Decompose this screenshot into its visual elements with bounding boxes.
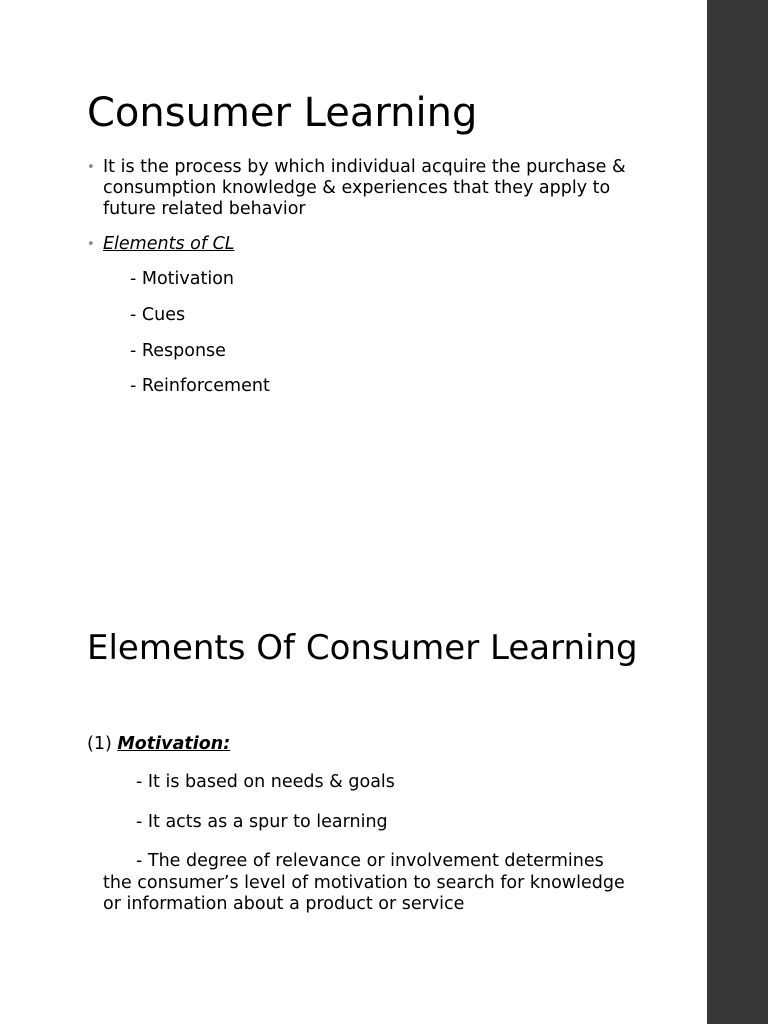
element-item-cues: - Cues: [130, 305, 186, 325]
bullet-dot-icon: •: [87, 237, 95, 252]
bullet-definition: [87, 157, 647, 220]
element-item-motivation: - Motivation: [130, 269, 235, 289]
bullet-elements-of-cl: [87, 234, 647, 255]
slide-title-elements: Elements Of Consumer Learning: [87, 628, 638, 668]
motivation-point-needs: - It is based on needs & goals: [136, 772, 395, 792]
motivation-point-spur: - It acts as a spur to learning: [136, 812, 388, 832]
bullet-text: It is the process by which individual acquire the purchase & consumption knowledge & experiences that they apply to future related behavior: [103, 157, 626, 219]
slide-title-consumer-learning: Consumer Learning: [87, 90, 478, 136]
bullet-dot-icon: •: [87, 160, 95, 175]
right-sidebar-bar: [707, 0, 768, 1024]
section-heading: [87, 734, 230, 755]
bullet-text: Elements of CL: [103, 234, 235, 254]
element-item-reinforcement: - Reinforcement: [130, 376, 270, 396]
motivation-point-relevance: - The degree of relevance or involvement determines the consumer’s level of motivation to search for knowledge or information about a product or service: [103, 851, 625, 915]
element-item-response: - Response: [130, 341, 226, 361]
section-title: Motivation:: [117, 734, 231, 754]
section-number: (1): [87, 734, 112, 754]
